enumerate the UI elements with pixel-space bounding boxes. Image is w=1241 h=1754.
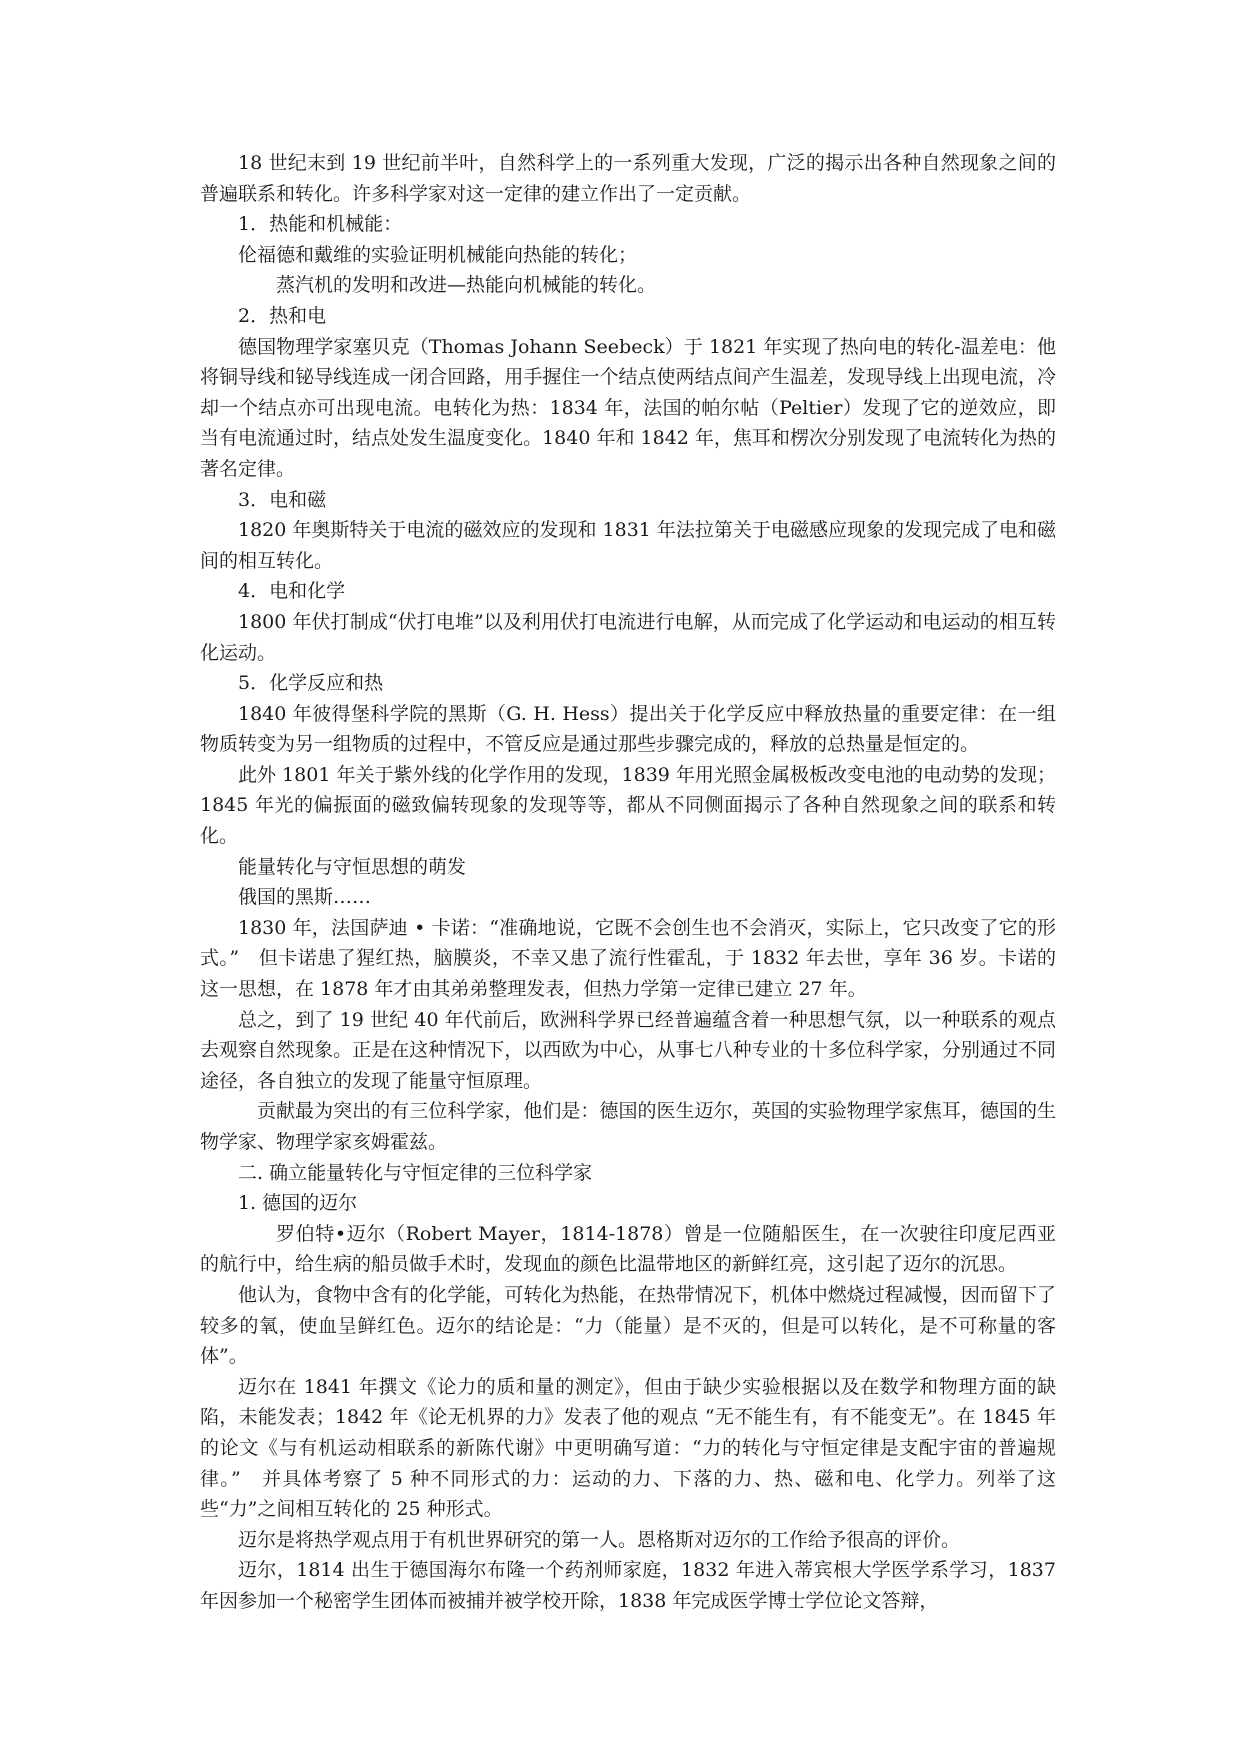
heading-heat-electricity: 2．热和电 bbox=[238, 304, 327, 327]
paragraph-mayer-conclusion: 他认为，食物中含有的化学能，可转化为热能，在热带情况下，机体中燃烧过程减慢，因而留下了较多的氧，使血呈鲜红色。迈尔的结论是：“力（能量）是不灭的，但是可以转化，是不可称量的客体”。 bbox=[200, 1283, 1056, 1368]
paragraph-mayer-voyage: 罗伯特•迈尔（Robert Mayer，1814-1878）曾是一位随船医生，在一次驶往印度尼西亚的航行中，给生病的船员做手术时，发现血的颜色比温带地区的新鲜红亮，这引起了迈尔的沉思。 bbox=[200, 1222, 1056, 1276]
heading-electricity-magnetism: 3．电和磁 bbox=[238, 488, 327, 511]
paragraph-russian-hess: 俄国的黑斯…… bbox=[238, 886, 372, 909]
document-page bbox=[200, 148, 1056, 1617]
paragraph-rumford-davy: 伦福德和戴维的实验证明机械能向热能的转化； bbox=[238, 243, 638, 266]
heading-heat-mechanical: 1．热能和机械能： bbox=[238, 213, 403, 236]
paragraph-summary: 总之，到了 19 世纪 40 年代前后，欧洲科学界已经普遍蕴含着一种思想气氛，以一种联系的观点去观察自然现象。正是在这种情况下，以西欧为中心，从事七八种专业的十多位科学家，分别通过不同途径，各自独立的发现了能量守恒原理。 bbox=[200, 1008, 1056, 1092]
paragraph-other-discoveries: 此外 1801 年关于紫外线的化学作用的发现，1839 年用光照金属极板改变电池的电动势的发现；1845 年光的偏振面的磁致偏转现象的发现等等，都从不同侧面揭示了各种自然现象之间的联系和转化。 bbox=[200, 763, 1056, 848]
paragraph-mayer-papers: 迈尔在 1841 年撰文《论力的质和量的测定》，但由于缺少实验根据以及在数学和物理方面的缺陷，未能发表；1842 年《论无机界的力》发表了他的观点 “无不能生有，有不能变无”。在 1845 年的论文《与有机运动相联系的新陈代谢》中更明确写道：“力的转化与守恒定律是支配宇宙的普遍规律。” 并具体考察了 5 种不同形式的力：运动的力、下落的力、热、磁和电、化学力。列举了这些“力”之间相互转化的 25 种形式。 bbox=[200, 1375, 1056, 1521]
heading-section-two: 二. 确立能量转化与守恒定律的三位科学家 bbox=[238, 1161, 593, 1184]
paragraph-carnot: 1830 年，法国萨迪 • 卡诺：“准确地说，它既不会创生也不会消灭，实际上，它只改变了它的形式。” 但卡诺患了猩红热，脑膜炎，不幸又患了流行性霍乱，于 1832 年去世，享年 36 岁。卡诺的这一思想，在 1878 年才由其弟弟整理发表，但热力学第一定律已建立 27 年。 bbox=[200, 916, 1056, 1001]
heading-electricity-chemistry: 4．电和化学 bbox=[238, 580, 346, 603]
paragraph-three-scientists: 贡献最为突出的有三位科学家，他们是：德国的医生迈尔，英国的实验物理学家焦耳，德国的生物学家、物理学家亥姆霍兹。 bbox=[200, 1100, 1056, 1153]
heading-mayer: 1. 德国的迈尔 bbox=[238, 1192, 358, 1215]
paragraph-mayer-evaluation: 迈尔是将热学观点用于有机世界研究的第一人。恩格斯对迈尔的工作给予很高的评价。 bbox=[238, 1528, 961, 1551]
paragraph-intro: 18 世纪末到 19 世纪前半叶，自然科学上的一系列重大发现，广泛的揭示出各种自然现象之间的普遍联系和转化。许多科学家对这一定律的建立作出了一定贡献。 bbox=[200, 152, 1056, 205]
paragraph-volta: 1800 年伏打制成“伏打电堆”以及利用伏打电流进行电解，从而完成了化学运动和电运动的相互转化运动。 bbox=[200, 610, 1056, 664]
paragraph-seebeck: 德国物理学家塞贝克（Thomas Johann Seebeck）于 1821 年实现了热向电的转化-温差电：他将铜导线和铋导线连成一闭合回路，用手握住一个结点使两结点间产生温差，发现导线上出现电流，冷却一个结点亦可出现电流。电转化为热：1834 年，法国的帕尔帖（Peltier）发现了它的逆效应，即当有电流通过时，结点处发生温度变化。1840 年和 1842 年，焦耳和楞次分别发现了电流转化为热的著名定律。 bbox=[200, 335, 1056, 480]
paragraph-mayer-biography: 迈尔，1814 出生于德国海尔布隆一个药剂师家庭，1832 年进入蒂宾根大学医学系学习，1837 年因参加一个秘密学生团体而被捕并被学校开除，1838 年完成医学博士学位论文答辩， bbox=[200, 1559, 1056, 1612]
heading-chemical-heat: 5．化学反应和热 bbox=[238, 672, 384, 695]
paragraph-steam-engine: 蒸汽机的发明和改进—热能向机械能的转化。 bbox=[276, 274, 657, 297]
paragraph-hess: 1840 年彼得堡科学院的黑斯（G. H. Hess）提出关于化学反应中释放热量的重要定律：在一组物质转变为另一组物质的过程中，不管反应是通过那些步骤完成的，释放的总热量是恒定的。 bbox=[200, 702, 1056, 756]
paragraph-oersted-faraday: 1820 年奥斯特关于电流的磁效应的发现和 1831 年法拉第关于电磁感应现象的发现完成了电和磁间的相互转化。 bbox=[200, 519, 1056, 572]
heading-conservation-origin: 能量转化与守恒思想的萌发 bbox=[238, 855, 467, 878]
